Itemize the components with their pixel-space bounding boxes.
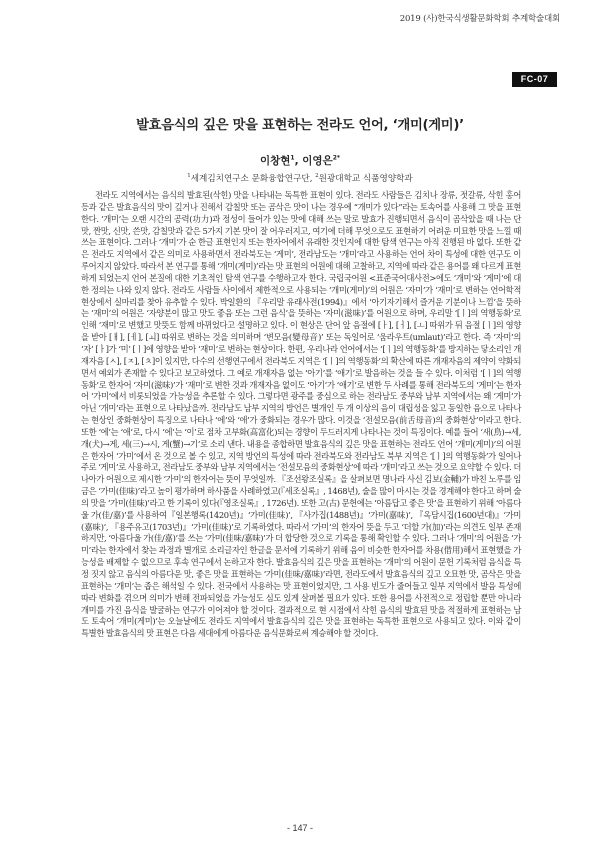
affiliation-mark: 2 <box>315 173 319 180</box>
session-code-badge: FC-07 <box>512 72 557 87</box>
affiliations <box>0 172 600 184</box>
affiliation-mark: 2* <box>332 154 341 162</box>
abstract-body: 전라도 지역에서는 음식의 발효된(삭힌) 맛을 나타내는 독특한 표현이 있다. 전라도 사람들은 김치나 장류, 젓갈류, 삭힌 홍어 등과 같은 발효음식의 맛이 깊거나 진해서 감칠맛 또는 곰삭은 맛이 나는 경우에 “개미가 있다”라는 토속어를 사용해 그 맛을 표현한다. ‘개미’는 오랜 시간의 공력(功力)과 정성이 들어가 있는 맛에 대해 쓰는 말로 발효가 진행되면서 음식이 곰삭았을 때 나는 단맛, 짠맛, 신맛, 쓴맛, 감칠맛과 같은 5가지 기본 맛이 잘 어우러지고, 여기에 더해 무엇으로도 표현하기 어려운 미묘한 맛을 느낄 때 쓰는 표현이다. 그러나 ‘개미’가 순 한글 표현인지 또는 한자어에서 유래한 것인지에 대한 탐색 연구는 아직 진행된 바 없다. 또한 같은 전라도 지역에서 같은 의미로 사용하면서 전라북도는 ‘게미’, 전라남도는 ‘개미’라고 사용하는 언어 차이 특성에 대한 연구도 이루어지지 않았다. 따라서 본 연구를 통해 ‘개미(게미)’라는 맛 표현의 어원에 대해 고찰하고, 지역에 따라 같은 용어를 왜 다르게 표현하게 되었는지 언어 본질에 대한 기초적인 탐색 연구를 수행하고자 한다. 국립국어원 <표준국어대사전>에도 ‘개미’와 ‘게미’에 대한 정의는 나와 있지 않다. 전라도 사람들 사이에서 제한적으로 사용되는 ‘개미(게미)’의 어원은 ‘자미’가 ‘재미’로 변하는 언어학적 현상에서 실마리를 찾아 유추할 수 있다. 박일환의 『우리말 유래사전(1994)』에서 ‘아기자기해서 즐거운 기분이나 느낌’을 뜻하는 ‘재미’의 어원은 ‘자양분이 많고 맛도 좋음 또는 그런 음식’을 뜻하는 ‘자미(滋味)’를 어원으로 하며, 우리말 ‘[ㅣ]의 역행동화’로 인해 ‘재미’로 변했고 맛뜻도 함께 바뀌었다고 설명하고 있다. 이 현상은 단어 앞 음절에 [ㅏ], [ㅓ], [ㅗ] 따위가 뒤 음절 [ㅣ]의 영향을 받아 [ㅐ], [ㅔ], [ㅚ] 따위로 변하는 것을 의미하며 ‘변모음(變母音)’ 또는 독일어로 ‘움라우트(umlaut)’라고 한다. 즉 ‘자미’의 ‘자’ [ㅏ]가 ‘미’ [ㅣ]에 영향을 받아 ‘재미’로 변하는 현상이다. 한편, 우리나라 언어에서는 ‘[ㅣ]의 역행동화’를 방지하는 닿소리인 개재자음 [ㅅ], [ㅈ], [ㅊ]이 있지만, 다수의 선행연구에서 전라북도 지역은 ‘[ㅣ]의 역행동화’의 확산에 따른 개재자음의 제약이 약화되면서 예외가 존재할 수 있다고 보고하였다. 그 예로 개재자음 없는 ‘아기’를 ‘애기’로 발음하는 것을 들 수 있다. 이처럼 ‘[ㅣ]의 역행동화’로 한자어 ‘자미(滋味)’가 ‘재미’로 변한 것과 개재자음 없이도 ‘아기’가 ‘애기’로 변한 두 사례를 통해 전라북도의 ‘게미’는 한자어 ‘가미’에서 비롯되었을 가능성을 추론할 수 있다. 그렇다면 광주를 중심으로 하는 전라남도 중부와 남부 지역에서는 왜 ‘게미’가 아닌 ‘개미’라는 표현으로 나타났을까. 전라남도 남부 지역의 방언은 별개인 두 개 이상의 음이 대립성을 잃고 동일한 음으로 나타나는 현상인 중화현상이 특징으로 나타나 ‘에’와 ‘애’가 중화되는 경우가 많다. 이것을 ‘전설모음(前舌母音)의 중화현상’이라고 한다. 또한 ‘에’는 ‘애’로, 다시 ‘에’는 ‘이’로 점차 고부화(高富化)되는 경향이 두드러지게 나타나는 것이 특징이다. 예를 들어 ‘새(鳥)→세, 개(犬)→게, 세(三)→시, 게(蟹)→기’로 소리 낸다. 내용을 종합하면 발효음식의 깊은 맛을 표현하는 전라도 언어 ‘개미(게미)’의 어원은 한자어 ‘가미’에서 온 것으로 볼 수 있고, 지역 방언의 특성에 따라 전라북도와 전라남도 북부 지역은 ‘[ㅣ]의 역행동화’가 일어나 주로 ‘게미’로 사용하고, 전라남도 중부와 남부 지역에서는 ‘전설모음의 중화현상’에 따라 ‘개미’라고 쓰는 것으로 요약할 수 있다. 더 나아가 어원으로 제시한 ‘가미’의 한자어는 뜻이 무엇일까. 『조선왕조실록』을 살펴보면 명나라 사신 김보(金輔)가 바친 노루를 임금은 ‘가미(佳味)’라고 높이 평가하며 하사품을 사례하였고(『세조실록』, 1468년), 술을 많이 마시는 것을 경계해야 한다고 하며 술의 맛을 ‘가미(佳味)’라고 한 기록이 있다(『영조실록』, 1726년). 또한 고(古) 문헌에는 ‘아름답고 좋은 맛’을 표현하기 위해 ‘아름다울 가(佳/嘉)’를 사용하여『일본행록(1420년)』‘가미(佳味)’, 『사가집(1488년)』‘가미(嘉味)’, 『옥담시집(1600년대)』‘가미(嘉味)’, 『용주유고(1703년)』‘가미(佳味)’로 기록하였다. 따라서 ‘가미’의 한자어 뜻을 두고 ‘더할 가(加)’라는 의견도 일부 존재하지만, ‘아름다울 가(佳/嘉)’를 쓰는 ‘가미(佳味/嘉味)’가 더 합당한 것으로 기록을 통해 확인할 수 있다. 그러나 ‘개미’의 어원을 ‘가미’라는 한자에서 찾는 과정과 별개로 소리글자인 한글을 문서에 기록하기 위해 음이 비슷한 한자어를 차용(借用)해서 표현했을 가능성을 배제할 수 없으므로 후속 연구에서 논하고자 한다. 발효음식의 깊은 맛을 표현하는 ‘개미’의 어원이 문헌 기록처럼 음식을 특정 짓지 않고 음식의 아름다운 맛, 좋은 맛을 표현하는 ‘가미(佳味/嘉味)’라면, 전라도에서 발효음식의 깊고 오묘한 맛, 곰삭은 맛을 표현하는 ‘개미’는 좁은 해석일 수 있다. 전국에서 사용하는 맛 표현이었지만, 그 사용 빈도가 줄어들고 일부 지역에서 발음 특성에 따라 변화를 겪으며 의미가 변해 전파되었을 가능성도 심도 있게 살펴볼 필요가 있다. 또한 용어를 사전적으로 정립할 뿐만 아니라 개미를 가진 음식을 발굴하는 연구가 이어져야 할 것이다. 결과적으로 현 시점에서 삭힌 음식의 발효된 맛을 적절하게 표현하는 남도 토속어 ‘개미(게미)’는 오늘날에도 전라도 지역에서 발효음식의 깊은 맛을 표현하는 독특한 표현으로 사용되고 있다. 이와 같이 특별한 발효음식의 맛 표현은 다음 세대에게 아름다운 음식문화로써 계승해야 할 것이다. <box>81 190 521 639</box>
conference-header: 2019 (사)한국식생활문화학회 추계학술대회 <box>399 14 560 24</box>
author-name: 이창현 <box>259 155 291 167</box>
affiliation-mark: 1 <box>187 173 191 180</box>
author-separator: , <box>294 155 303 167</box>
page-number: - 147 - <box>286 823 313 833</box>
paper-title: 발효음식의 깊은 맛을 표현하는 전라도 언어, ‘개미(게미)’ <box>136 118 464 133</box>
affiliation-text: 세계김치연구소 문화융합연구단, <box>190 174 316 184</box>
author-list <box>0 153 600 168</box>
affiliation-text: 원광대학교 식품영양학과 <box>318 174 413 184</box>
author-name: 이영은 <box>302 155 333 167</box>
affiliation-mark: 1 <box>290 154 295 162</box>
